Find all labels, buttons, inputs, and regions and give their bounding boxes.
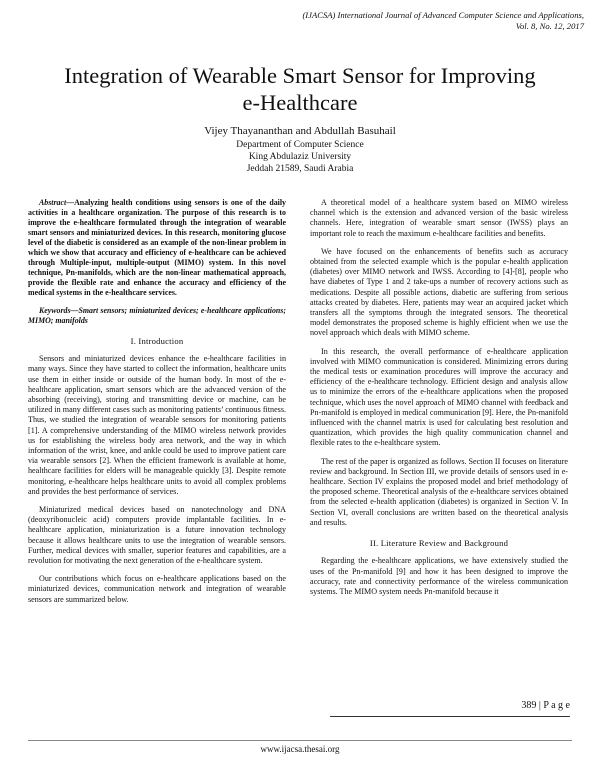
- keywords: [28, 306, 286, 326]
- title-line-1: Integration of Wearable Smart Sensor for Improving: [64, 63, 536, 88]
- paragraph: We have focused on the enhancements of benefits such as accuracy obtained from the selected example which is the popular e-health application (diabetes) over MIMO network and IWSS. According to [4]-[8], people who have diabetes of Type 1 and 2 take-ups a number of recovery actions such as medications. Despite all possible actions, diabetic are suffering from serious attacks created by diabetes. Here, patients may wear an acquired jacket which transfers all the symptoms through the integrated sensors. The theoretical model demonstrates the proposed scheme is highly efficient when we use the novel approach which deals with MIMO scheme.: [310, 246, 568, 338]
- keywords-lead: Keywords: [39, 306, 71, 315]
- journal-name: (IJACSA) International Journal of Advanced Computer Science and Applications,: [302, 10, 584, 20]
- paragraph: Miniaturized medical devices based on nanotechnology and DNA (deoxyribonucleic acid) computers provide implantable facilities. In e-healthcare application, miniaturization is a future innovation technology because it allows healthcare units to use the integration of wearable sensors. Further, medical devices with smaller, superior features and capabilities, are a revolution for motivating the next generation of the e-healthcare system.: [28, 505, 286, 566]
- keywords-text: —Smart sensors; miniaturized devices; e-healthcare applications; MIMO; manifolds: [28, 306, 286, 325]
- affiliation-department: Department of Computer Science: [236, 140, 364, 150]
- paragraph: Our contributions which focus on e-healthcare applications based on the miniaturized devices, communication network and integration of wearable sensors are summarized below.: [28, 574, 286, 604]
- affiliation-address: Jeddah 21589, Saudi Arabia: [246, 163, 354, 174]
- paragraph: Regarding the e-healthcare applications, we have extensively studied the uses of the Pn-manifold [9] and how it has been designed to improve the accuracy, rate and connectivity performance of the wireless communication systems. The MIMO system needs Pn-manifold because it: [310, 556, 568, 596]
- paragraph: Sensors and miniaturized devices enhance the e-healthcare facilities in many ways. Since they have started to collect the information, healthcare units use them in either inside or outside of the human body. In most of the e-healthcare application, smart sensors which are the advanced version of the absorbing (receiving), storing and transmitting device or machine, can be utilized in many different cases such as monitoring patients’ continuous fitness. Thus, we studied the integration of wearable sensors for monitoring patients [1]. A comprehensive understanding of the MIMO wireless network provides us for establishing the wireless body area network, and the way in which information of the wrist, knee, and ankle could be used to improve patient care via wearable sensors [2]. When the efficient framework is available at home, healthcare facilities for elders will be manageable quickly [3]. Despite remote monitoring, e-healthcare helps healthcare units to avoid all complex problems and provides the best performance of services.: [28, 354, 286, 496]
- paragraph: In this research, the overall performance of e-healthcare application involved with MIMO communication is considered. Minimizing errors during the medical tests or examination procedures will improve the accuracy and efficiency of the e-healthcare technology. Efficient design and analysis allow us to minimize the errors of the e-healthcare applications when the proposed technique, which uses the novel approach of MIMO channel with feedback and Pn-manifold is employed in medical communication [9]. Here, the Pn-manifold influenced with the channel matrix is used for calculating best resolution and quantization, which provides the high quality communication channel and flexible rates to the e-healthcare system.: [310, 346, 568, 448]
- footer-url: www.ijacsa.thesai.org: [260, 744, 340, 754]
- right-column: [310, 198, 568, 605]
- footer-divider: [28, 740, 572, 741]
- abstract: [28, 198, 286, 298]
- authors: Vijey Thayananthan and Abdullah Basuhail: [204, 125, 396, 137]
- affiliation-university: King Abdulaziz University: [248, 151, 352, 162]
- page-number-rule: [330, 716, 570, 717]
- paper-title: [20, 62, 580, 116]
- page-number: 389 | P a g e: [521, 700, 570, 711]
- title-line-2: e-Healthcare: [242, 90, 358, 115]
- abstract-lead: Abstract: [39, 198, 67, 207]
- section-heading-introduction: I. Introduction: [130, 336, 184, 346]
- affiliation: [0, 140, 600, 175]
- journal-header: [254, 10, 584, 32]
- section-heading-literature-review: II. Literature Review and Background: [369, 538, 509, 549]
- paragraph: The rest of the paper is organized as follows. Section II focuses on literature review and background. In Section III, we provide details of sensors used in e-healthcare. Section IV explains the proposed model and brief methodology of the proposed scheme. Theoretical analysis of the e-healthcare services obtained from the selected e-health application (diabetes) is organized in Section V. In Section VI, overall conclusions are written based on the theoretical analysis and results.: [310, 456, 568, 527]
- left-column: [28, 198, 286, 613]
- journal-volume: Vol. 8, No. 12, 2017: [515, 21, 584, 31]
- paragraph: A theoretical model of a healthcare system based on MIMO wireless channel which is the extension and advanced version of the basic wireless channels. Here, integration of wearable smart sensor (IWSS) plays an important role to reach the maximum e-healthcare facilities and benefits.: [310, 198, 568, 238]
- abstract-text: —Analyzing health conditions using sensors is one of the daily activities in a healthcare organization. The purpose of this research is to improve the e-healthcare formulated through the integration of wearable smart sensors and miniaturized devices. In this research, monitoring glucose level of the diabetic is considered as an example of the non-linear problem in which we show that accuracy and efficiency of e-healthcare can be achieved through Multiple-input, multiple-output (MIMO) system. In this novel technique, Pn-manifolds, which are the non-linear mathematical approach, provide the flexible rate and enhance the accuracy and efficiency of the medical systems in the e-healthcare services.: [28, 198, 286, 297]
